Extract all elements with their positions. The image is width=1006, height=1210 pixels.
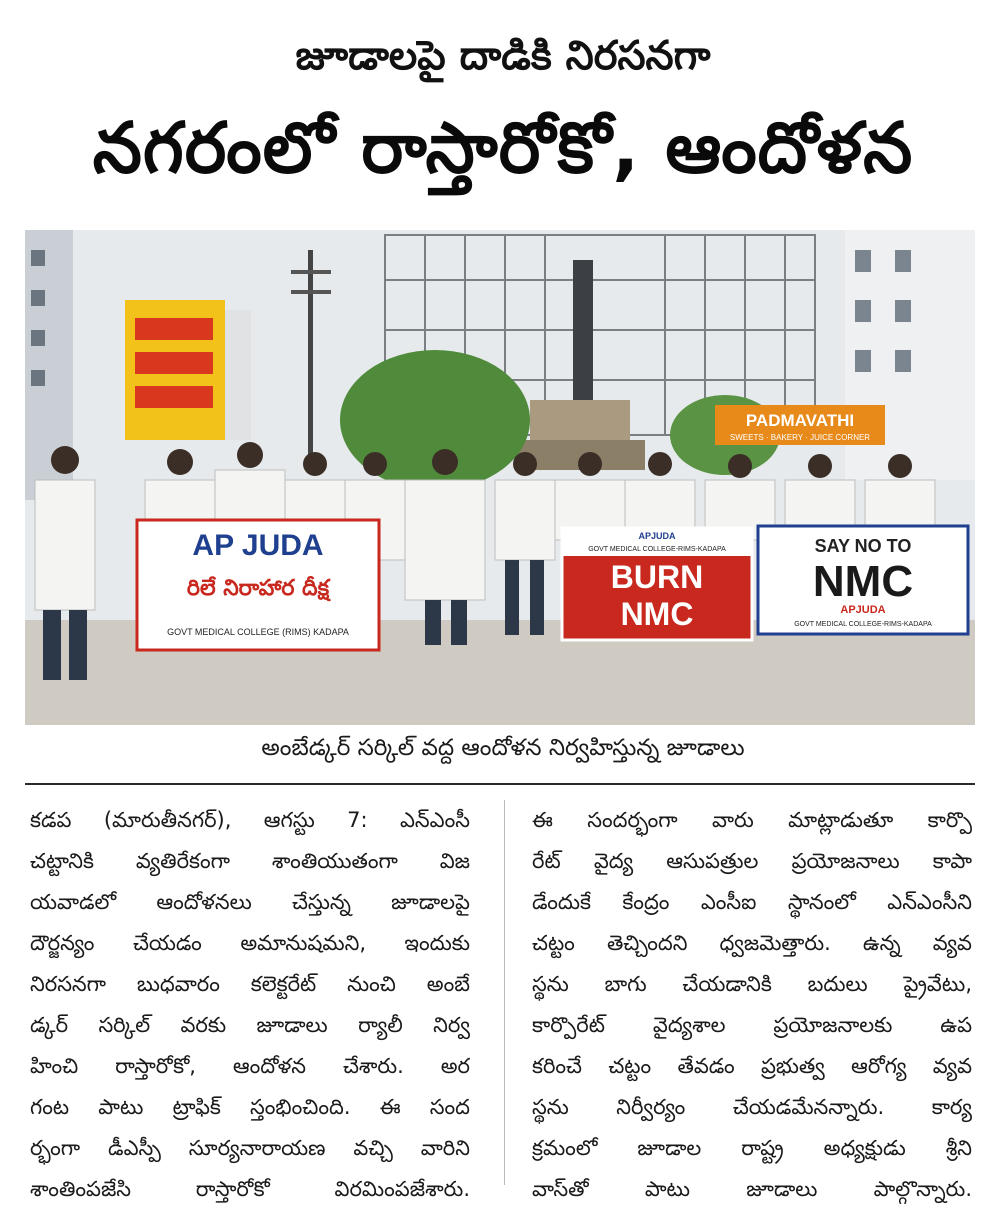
article-line: యవాడలో ఆందోళనలు చేస్తున్న జూడాలపై — [30, 890, 470, 914]
article-line: కార్పొరేట్ వైద్యశాల ప్రయోజనాలకు ఉప — [532, 1013, 972, 1037]
padmavathi-sign-subtitle: SWEETS · BAKERY · JUICE CORNER — [729, 433, 871, 442]
column-divider — [504, 800, 505, 1185]
article-line: చట్టం తెచ్చిందని ధ్వజమెత్తారు. ఉన్న వ్యవ — [532, 931, 972, 955]
article-line: కడప (మారుతీనగర్), ఆగస్టు 7: ఎన్ఎంసీ — [30, 808, 470, 832]
article-line: హించి రాస్తారోకో, ఆందోళన చేశారు. అర — [30, 1054, 470, 1078]
article-line: చట్టానికి వ్యతిరేకంగా శాంతియుతంగా విజ — [30, 849, 470, 873]
banner-say-no-college: GOVT MEDICAL COLLEGE-RIMS-KADAPA — [794, 621, 932, 628]
banner-say-no-org: APJUDA — [840, 604, 886, 616]
article-line: ర్భంగా డీఎస్పీ సూర్యనారాయణ వచ్చి వారిని — [30, 1136, 470, 1160]
article-line: వాస్‌తో పాటు జూడాలు పాల్గొన్నారు. — [532, 1177, 972, 1201]
article-line: డ్కర్ సర్కిల్ వరకు జూడాలు ర్యాలీ నిర్వ — [30, 1013, 470, 1037]
article-line: ఈ సందర్భంగా వారు మాట్లాడుతూ కార్పొ — [532, 808, 972, 832]
article-line: శాంతింపజేసి రాస్తారోకో విరమింపజేశారు. — [30, 1177, 470, 1201]
article-line: రేట్ వైద్య ఆసుపత్రుల ప్రయోజనాలు కాపా — [532, 849, 972, 873]
article-column-left — [30, 800, 470, 1210]
article-kicker: జూడాలపై దాడికి నిరసనగా — [295, 33, 711, 79]
article-line: కరించే చట్టం తేవడం ప్రభుత్వ ఆరోగ్య వ్యవ — [532, 1054, 972, 1078]
article-column-right — [532, 800, 972, 1210]
article-headline: నగరంలో రాస్తారోకో, ఆందోళన — [92, 107, 914, 189]
banner-ap-juda — [137, 520, 379, 650]
article-line: క్రమంలో జూడాల రాష్ట్ర అధ్యక్షుడు శ్రీని — [532, 1136, 972, 1160]
news-photo — [25, 230, 975, 725]
banner-say-no-nmc — [758, 526, 968, 634]
article-line: గంట పాటు ట్రాఫిక్ స్తంభించింది. ఈ సంద — [30, 1095, 470, 1119]
photo-caption: అంబేడ్కర్ సర్కిల్ వద్ద ఆందోళన నిర్వహిస్తున్న జూడాలు — [261, 735, 745, 761]
article-line: స్థను నిర్వీర్యం చేయడమేనన్నారు. కార్య — [532, 1095, 972, 1119]
banner-say-no-text: SAY NO TO — [814, 536, 912, 556]
banner-say-no-nmc-text: NMC — [812, 557, 914, 606]
article-line: స్థను బాగు చేయడానికి బదులు ప్రైవేటు, — [532, 972, 972, 996]
banner-ap-juda-college: GOVT MEDICAL COLLEGE (RIMS) KADAPA — [167, 627, 349, 637]
padmavathi-sign: PADMAVATHI — [745, 411, 855, 430]
banner-burn-nmc-college: GOVT MEDICAL COLLEGE-RIMS-KADAPA — [588, 546, 726, 553]
caption-rule — [25, 783, 975, 785]
article-line: నిరసనగా బుధవారం కలెక్టరేట్ నుంచి అంబే — [30, 972, 470, 996]
article-line: దౌర్జన్యం చేయడం అమానుషమని, ఇందుకు — [30, 931, 470, 955]
banner-ap-juda-title: AP JUDA — [192, 529, 324, 562]
banner-burn-nmc-word1: BURN — [610, 559, 704, 595]
banner-burn-nmc-org: APJUDA — [638, 531, 676, 541]
banner-burn-nmc-word2: NMC — [620, 596, 694, 632]
banner-burn-nmc — [562, 528, 752, 640]
banner-ap-juda-telugu: రిలే నిరాహార దీక్ష — [186, 576, 330, 601]
article-line: డేందుకే కేంద్రం ఎంసీఐ స్థానంలో ఎన్ఎంసీని — [532, 890, 972, 914]
